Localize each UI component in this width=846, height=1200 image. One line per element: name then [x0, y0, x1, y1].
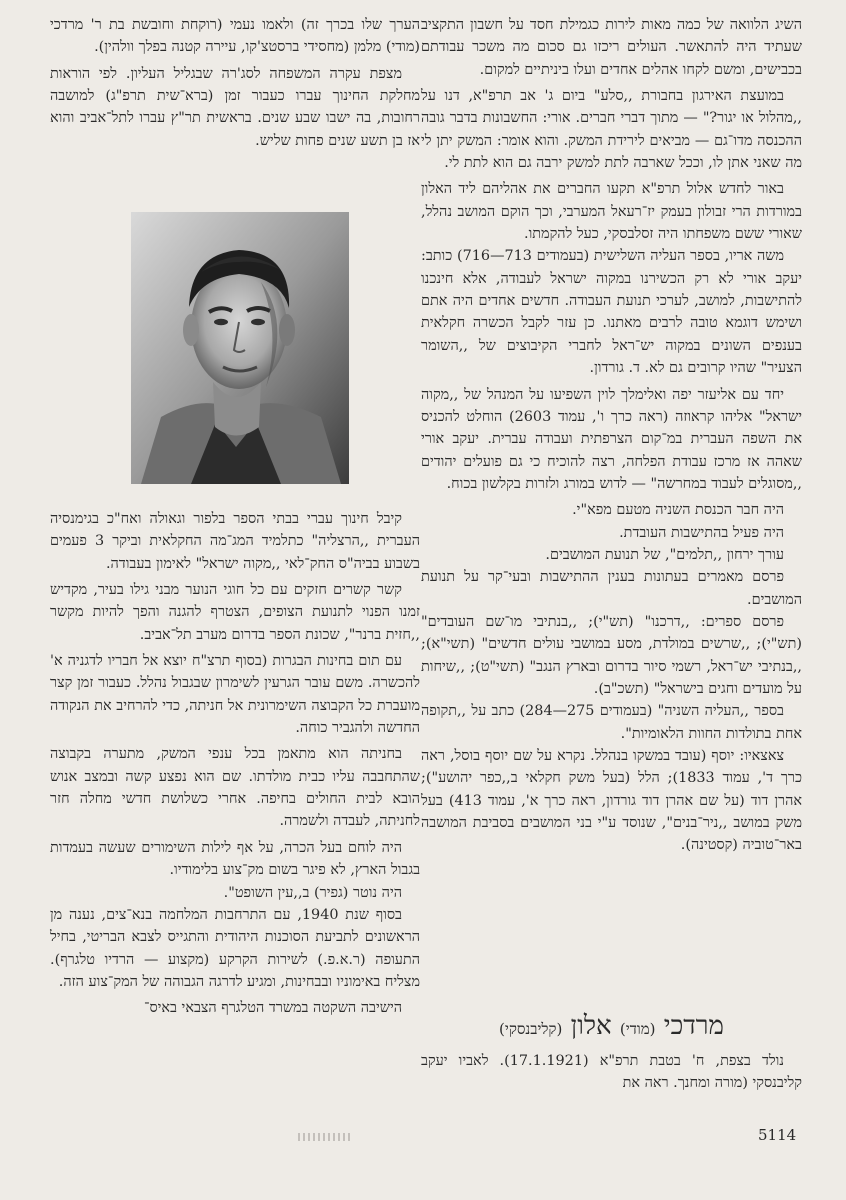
paragraph: היה נוטר (גפיר) ב,,עין השופט". [223, 884, 402, 901]
paragraph: מצפת עקרה המשפחה לסג'רה שבגליל העליון. לפי הוראות מחלקת החינוך עברו כעבור זמן (ברא־שית תרפ"ג) למושבה רחובות, בה ישבו שבע שנים. בראשית תר"ץ עברו לתל־אביב והוא אז בן תשע שנים פחות שליש. [50, 65, 420, 149]
entry-former-surname: (קליבנסקי) [499, 1020, 563, 1038]
paragraph: באור לחדש אלול תרפ"א תקעו החברים את אהליהם ליד האלון במורדות הרי זבולון בעמק יז־רעאל המערבי, וכך הוקם המושב נהלל, שאורי ששם משפחתו היה זסלבסקי, כעל להקמתו. [421, 181, 802, 243]
left-column-bottom [50, 508, 420, 1020]
entry-name: מרדכי [663, 1011, 724, 1041]
paragraph: בספר ,,העליה השניה" (בעמודים 275—284) כתב על ,,תקופה אחת בתולדות החוות הלאומיות". [421, 703, 802, 742]
left-column-top [50, 14, 420, 152]
paragraph: היה חבר הכנסת השניה מטעם מפא"י. [572, 502, 784, 519]
paragraph: קשר קשרים חזקים עם כל חוגי הנוער מבני גילו בעיר, מקדיש זמנו הפנוי לתנועת הצופים, הצטרף להגנה והפך להיות מקשר ,,חזית ברנר", שכונת הספר בדרום מערב תל־אביב. [50, 582, 420, 643]
paragraph: הערך שלו בכרך זה) ולאמו נעמי (רוקחת וחובשת בת ר' מרדכי (מודי) מלמן (מחסידי ברסטצ'קו, עיירה קטנה בפלך וולהין). [50, 17, 420, 56]
paragraph: הישיבה השקטה במשרד הטלגרף הצבאי באיס־ [143, 1000, 402, 1017]
entry-surname: אלון [570, 1011, 612, 1041]
paragraph: נולד בצפת, ח' בטבת תרפ"א (17.1.1921). לאביו יעקב קליבנסקי (מורה ומחנך. ראה את [421, 1053, 802, 1092]
paragraph: עם תום בחינות הבגרות (בסוף תרצ"ח יוצא אל חבריו לדגניה א' להכשרה. משם עובר הגרעין לשימרון שבגבול נהלל. כעבור זמן קצר מועברת כל הקבוצה השימרונית אל חניתה, כדי להרחיב את הנקודה החדשה ולהגביר כוחה. [50, 653, 420, 737]
entry-intro [421, 1050, 802, 1095]
print-smudge [298, 1133, 350, 1141]
paragraph: במועצת האירגון בחבורת ,,סלע" ביום ג' אב תרפ"א, דנו על ,,מהלול או יגור?" — מתוך דברי חברים. אורי: החשבונות בדבר גובה ההכנסה מדו־גם — מביאים לירידת המשק. והוא אומר: המשק יתן לי מה שאני אתן לו, וככל שארבה לתת למשק ירבה גם הוא לתת לי. [421, 88, 802, 172]
page-number: 5114 [758, 1126, 797, 1144]
entry-heading [421, 1010, 802, 1045]
paragraph: פרסם מאמרים בעתונות בענין ההתישבות ובעי־קר על תנועת המושבים. [421, 569, 802, 608]
paragraph: בחניתה הוא מתאמן בכל ענפי המשק, מתערה בקבוצה שהתחבבה עליו כבית מולדתו. שם הוא נפצע קשה ובמצב אנוש הובא לבית החולים בחיפה. אחרי כשלושת חדשי מחלה חזר לחניתה, לעבדה ולשמרה. [50, 746, 420, 830]
paragraph: משה אריו, בספר העליה השלישית (בעמודים 713—716) כותב: יעקב אורי לא רק הכשירנו במקוה ישראל לעבודה, אלא חינכנו להתישבות, למושב, לערכי תנועת העבודה. חדשים אחדים היה אתם ושימש דוגמא טובה לרבים מאתנו. כן עזר לקבל הכשרה חקלאית בענפים השונים במקוה יש־ראל לחברי הקיבוצים של ,,השומר הצעיר" שהיו קרובים גם לא. ד. גורדון. [421, 248, 802, 377]
paragraph: פרסם ספרים: ,,דרכנו" (תש"י); ,,בנתיבי מו־שם העובדים" (תש"י); ,,שרשים במולדת, מסע במושבי עולים חדשים" (תשי"א); ,,בנתיבי יש־ראל, רשמי סיור בדרום ובארץ הנגב" (תשי"ט); ,,שיחות על מועדים וחגים בישראל" (תשכ"ב). [421, 613, 802, 697]
right-column [421, 14, 802, 857]
paragraph: היה פעיל בהתישבות העובדת. [619, 524, 784, 541]
entry-nickname: (מודי) [619, 1020, 656, 1038]
paragraph: עורך ירחון ,,תלמים", של תנועת המושבים. [545, 546, 784, 563]
paragraph: צאצאיו: יוסף (עובד במשקו בנהלל. נקרא על שם יוסף בוסל, ראה כרך ד', עמוד 1833); הלל (בעל משק חקלאי ב,,כפר יהושע"); אהרן דוד (על שם אהרן דוד גורדון, ראה כרך א', עמוד 413) בעל משק במושב ,,ניר־בנים", שנוסד ע"י בני המושבים בסביבת המושבה באר־טוביה (קסטינה). [421, 748, 802, 854]
portrait-photo [131, 212, 349, 484]
paragraph: יחד עם אליעזר יפה ואלימלך לוין השפיעו על המנהל של ,,מקוה ישראל" אליהו קראוזה (ראה כרך ו', עמוד 2603) הוחלט להכניס את השפה העברית במ־קום הצרפתית ועבודה עברית. יעקב אורי שאהה אז מרכז עבודת הפלחה, רצה להוכיח כי גם פועלים יהודים ,,מסוגלים לעבוד במחרשה" — לדוש במורג ולזרות בקלשון בכוח. [421, 386, 802, 492]
paragraph: קיבל חינוך עברי בבתי הספר בלפור וגאולה ואח"כ בגימנסיה העברית ,,הרצליה" כתלמיד המג־מה החקלאית וביקר 3 פעמים בשבוע בביה"ס החק־לאי ,,מקוה ישראל" לאימון בעבודה. [50, 511, 421, 572]
paragraph: השיג הלוואה של כמה מאות לירות כגמילת חסד על חשבון התקציב שעתיד היה להתאשר. העולים ריכזו גם סכום מה משכר עבודתם בכבישים, ומשם לקחו אהלים אחדים ועלו ביניתיים למקום. [421, 17, 802, 78]
paragraph: בסוף שנת 1940, עם התרחבות המלחמה בנא־צים, נענה מן הראשונים לתביעת הסוכנות היהודית והתגייס לצבא הבריטי, בחיל התעופה (ר.א.פ.) לשירות הקרקע (מקצוע — הרדיו טלגרף). מצליח באימוניו ובבחינות, ומגיע לדרגה הגבוהה של המק־צוע הזה. [50, 906, 420, 990]
paragraph: היה לוחם בעל הכרה, על אף לילות השימורים שעשה בעמדות בגבול הארץ, לא פיגר בשום מק־צוע בלימודיו. [50, 839, 420, 879]
